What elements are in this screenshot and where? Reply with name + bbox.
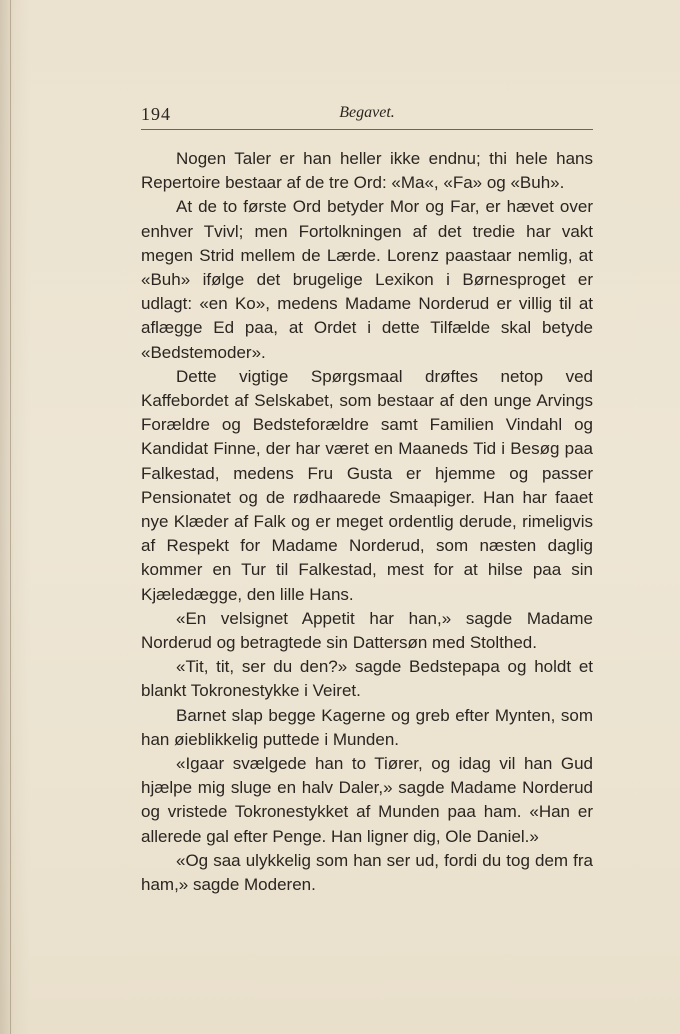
page-number: 194 [141,104,171,124]
paragraph-3: Dette vigtige Spørgsmaal drøftes netop ved Kaffebordet af Selskabet, som bestaar af den unge Arvings Forældre og Bedsteforældre samt Familien Vindahl og Kandidat Finne, der har været en Maaneds Tid i Besøg paa Falkestad, medens Fru Gusta er hjemme og passer Pensionatet og de rødhaarede Smaapiger. Han har faaet nye Klæder af Falk og er meget ordentlig derude, rimeligvis af Respekt for Madame Norderud, som næsten daglig kommer en Tur til Falkestad, mest for at hilse paa sin Kjæledægge, den lille Hans. [141,366,593,604]
paragraph-2: At de to første Ord betyder Mor og Far, er hævet over enhver Tvivl; men Fortolkningen af det tredie har vakt megen Strid mellem de Lærde. Lorenz paastaar nemlig, at «Buh» ifølge det brugelige Lexikon i Børnesproget er udlagt: «en Ko», medens Madame Norderud er villig til at aflægge Ed paa, at Ordet i dette Tilfælde skal betyde «Bedstemoder». [141,197,593,362]
paragraph-6: Barnet slap begge Kagerne og greb efter Mynten, som han øieblikkelig puttede i Munden. [141,705,593,749]
paragraph-1: Nogen Taler er han heller ikke endnu; thi hele hans Repertoire bestaar af de tre Ord: «Ma«, «Fa» og «Buh». [141,149,593,193]
header-rule [141,129,593,130]
paragraph-4: «En velsignet Appetit har han,» sagde Madame Norderud og betragtede sin Dattersøn med Stolthed. [141,608,593,653]
paragraph-5: «Tit, tit, ser du den?» sagde Bedstepapa og holdt et blankt Tokronestykke i Veiret. [141,657,593,701]
paragraph-8: «Og saa ulykkelig som han ser ud, fordi du tog dem fra ham,» sagde Moderen. [141,850,593,895]
body-text [141,147,593,897]
binding-edge [10,0,11,1034]
paragraph-7: «Igaar svælgede han to Tiører, og idag vil han Gud hjælpe mig sluge en halv Daler,» sagde Madame Norderud og vristede Tokronestykket af Munden paa ham. «Han er allerede gal efter Penge. Han ligner dig, Ole Daniel.» [141,754,593,846]
chapter-title: Begavet. [339,104,395,121]
running-head [141,104,593,126]
